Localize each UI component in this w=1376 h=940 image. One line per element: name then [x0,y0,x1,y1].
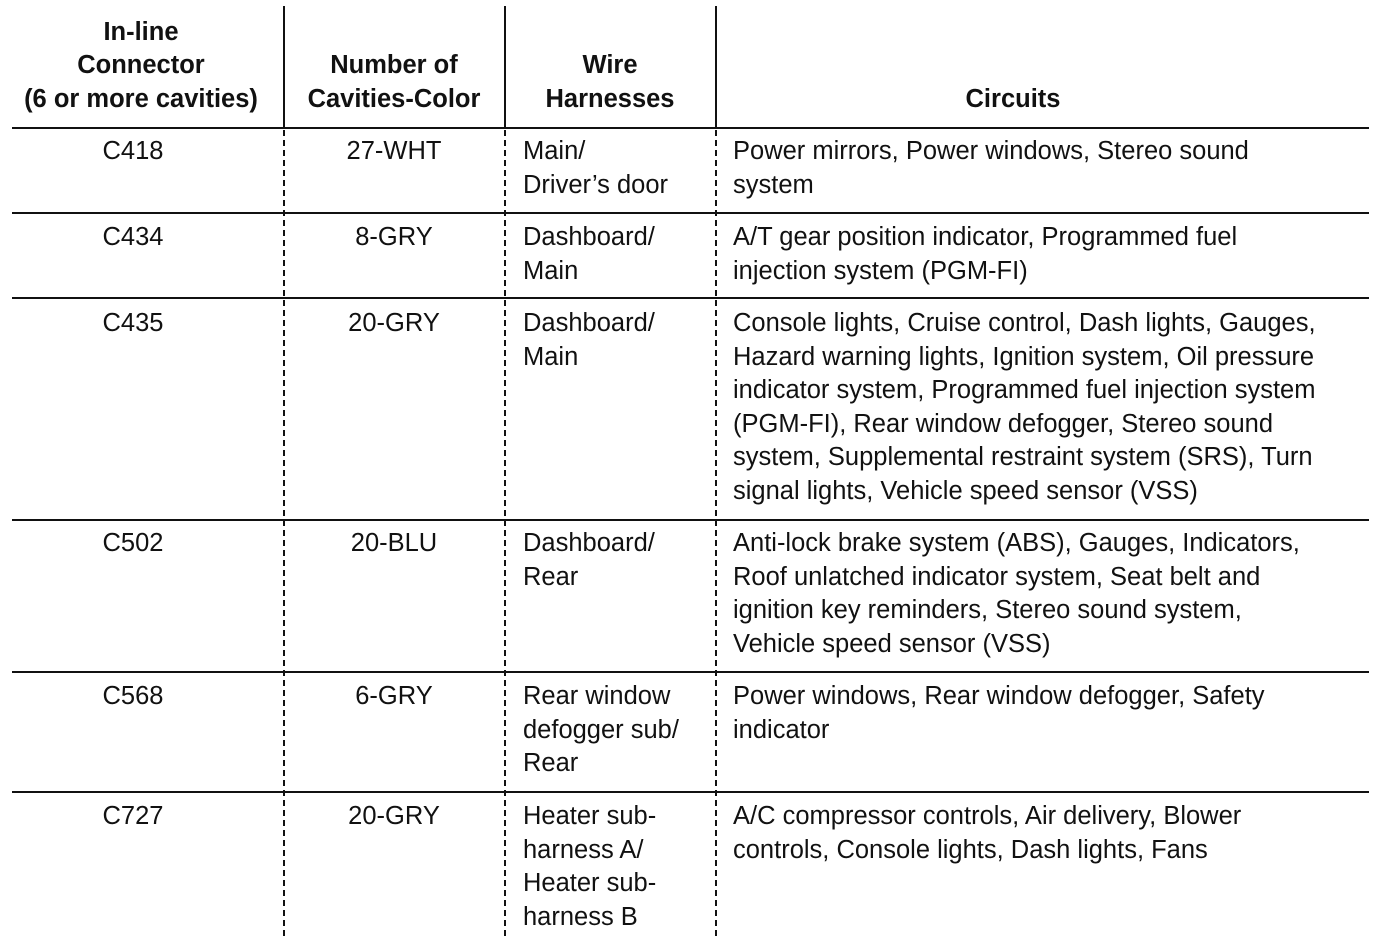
col-divider-2-body [504,130,506,936]
header-circuits-line-1: Circuits [965,84,1061,113]
row-6-connector: C727 [102,802,164,830]
row-divider-1 [12,212,1369,214]
row-5-connector: C568 [102,682,164,710]
row-1-cavities: 27-WHT [346,137,442,165]
col-divider-2-header [504,6,506,128]
row-1-circuits-line-2: system [733,170,814,199]
row-6-harness [523,800,656,934]
row-3-circuits-line-6: signal lights, Vehicle speed sensor (VSS) [733,476,1198,505]
row-3-harness-line-2: Main [523,342,579,371]
row-4-connector: C502 [102,529,164,557]
header-harness-line-1: Wire [582,51,638,79]
row-1-harness [523,135,668,202]
row-4-harness [523,527,655,594]
row-2-circuits-line-1: A/T gear position indicator, Programmed fuel [733,223,1238,251]
row-3-connector: C435 [102,309,164,337]
row-6-circuits-line-2: controls, Console lights, Dash lights, Fans [733,835,1208,864]
row-2-harness [523,221,655,288]
row-1-harness-line-1: Main/ [523,137,586,165]
row-4-circuits-line-1: Anti-lock brake system (ABS), Gauges, Indicators, [733,529,1300,557]
row-5-circuits-line-1: Power windows, Rear window defogger, Safety [733,682,1265,710]
header-cavities-line-1: Number of [330,51,458,79]
row-6-harness-line-4: harness B [523,902,638,931]
row-3-circuits-line-3: indicator system, Programmed fuel injection system [733,376,1316,404]
row-divider-3 [12,519,1369,521]
col-divider-1-header [283,6,285,128]
row-3-circuits-line-1: Console lights, Cruise control, Dash lights, Gauges, [733,309,1316,337]
row-divider-5 [12,791,1369,793]
row-5-harness-line-1: Rear window [523,682,671,710]
row-4-harness-line-2: Rear [523,562,579,591]
header-harness [506,15,714,116]
row-2-connector: C434 [102,223,164,251]
row-3-harness [523,307,655,374]
row-3-harness-line-1: Dashboard/ [523,309,655,337]
row-1-connector: C418 [102,137,164,165]
row-6-cavities: 20-GRY [348,802,440,830]
row-6-harness-line-1: Heater sub- [523,802,657,830]
header-connector-line-3: (6 or more cavities) [24,84,258,113]
row-3-circuits-line-5: system, Supplemental restraint system (SRS), Turn [733,443,1313,471]
row-5-harness-line-3: Rear [523,749,579,777]
row-2-circuits [733,221,1237,288]
row-4-circuits [733,527,1300,661]
row-4-circuits-line-3: ignition key reminders, Stereo sound system, [733,596,1242,624]
row-6-circuits-line-1: A/C compressor controls, Air delivery, Blower [733,802,1242,830]
row-6-harness-line-2: harness A/ [523,835,644,864]
col-divider-3-header [715,6,717,128]
row-1-circuits-line-1: Power mirrors, Power windows, Stereo sound [733,137,1249,165]
col-divider-3-body [715,130,717,936]
row-4-circuits-line-2: Roof unlatched indicator system, Seat belt and [733,562,1261,591]
row-divider-4 [12,671,1369,673]
row-4-circuits-line-4: Vehicle speed sensor (VSS) [733,629,1051,658]
header-rule [12,127,1369,129]
row-1-harness-line-2: Driver’s door [523,170,669,199]
header-connector [0,15,282,116]
header-harness-line-2: Harnesses [545,84,675,113]
row-2-harness-line-1: Dashboard/ [523,223,655,251]
row-5-harness-line-2: defogger sub/ [523,715,679,744]
header-connector-line-2: Connector [77,51,205,79]
row-6-harness-line-3: Heater sub- [523,869,657,897]
row-4-harness-line-1: Dashboard/ [523,529,655,557]
row-2-harness-line-2: Main [523,256,579,285]
header-connector-line-1: In-line [103,17,179,46]
row-6-circuits [733,800,1241,867]
row-5-cavities: 6-GRY [355,682,433,710]
row-3-circuits-line-2: Hazard warning lights, Ignition system, Oil pressure [733,342,1315,371]
row-2-circuits-line-2: injection system (PGM-FI) [733,256,1028,285]
row-divider-2 [12,297,1369,299]
row-5-circuits-line-2: indicator [733,715,830,744]
row-4-cavities: 20-BLU [350,529,438,557]
col-divider-1-body [283,130,285,936]
header-cavities [286,15,502,116]
row-3-circuits-line-4: (PGM-FI), Rear window defogger, Stereo sound [733,409,1273,438]
header-circuits [718,15,1308,116]
row-3-circuits [733,307,1316,508]
row-3-cavities: 20-GRY [348,309,440,337]
row-5-circuits [733,680,1265,747]
row-2-cavities: 8-GRY [355,223,433,251]
row-5-harness [523,680,679,781]
row-1-circuits [733,135,1249,202]
header-cavities-line-2: Cavities-Color [307,84,481,113]
